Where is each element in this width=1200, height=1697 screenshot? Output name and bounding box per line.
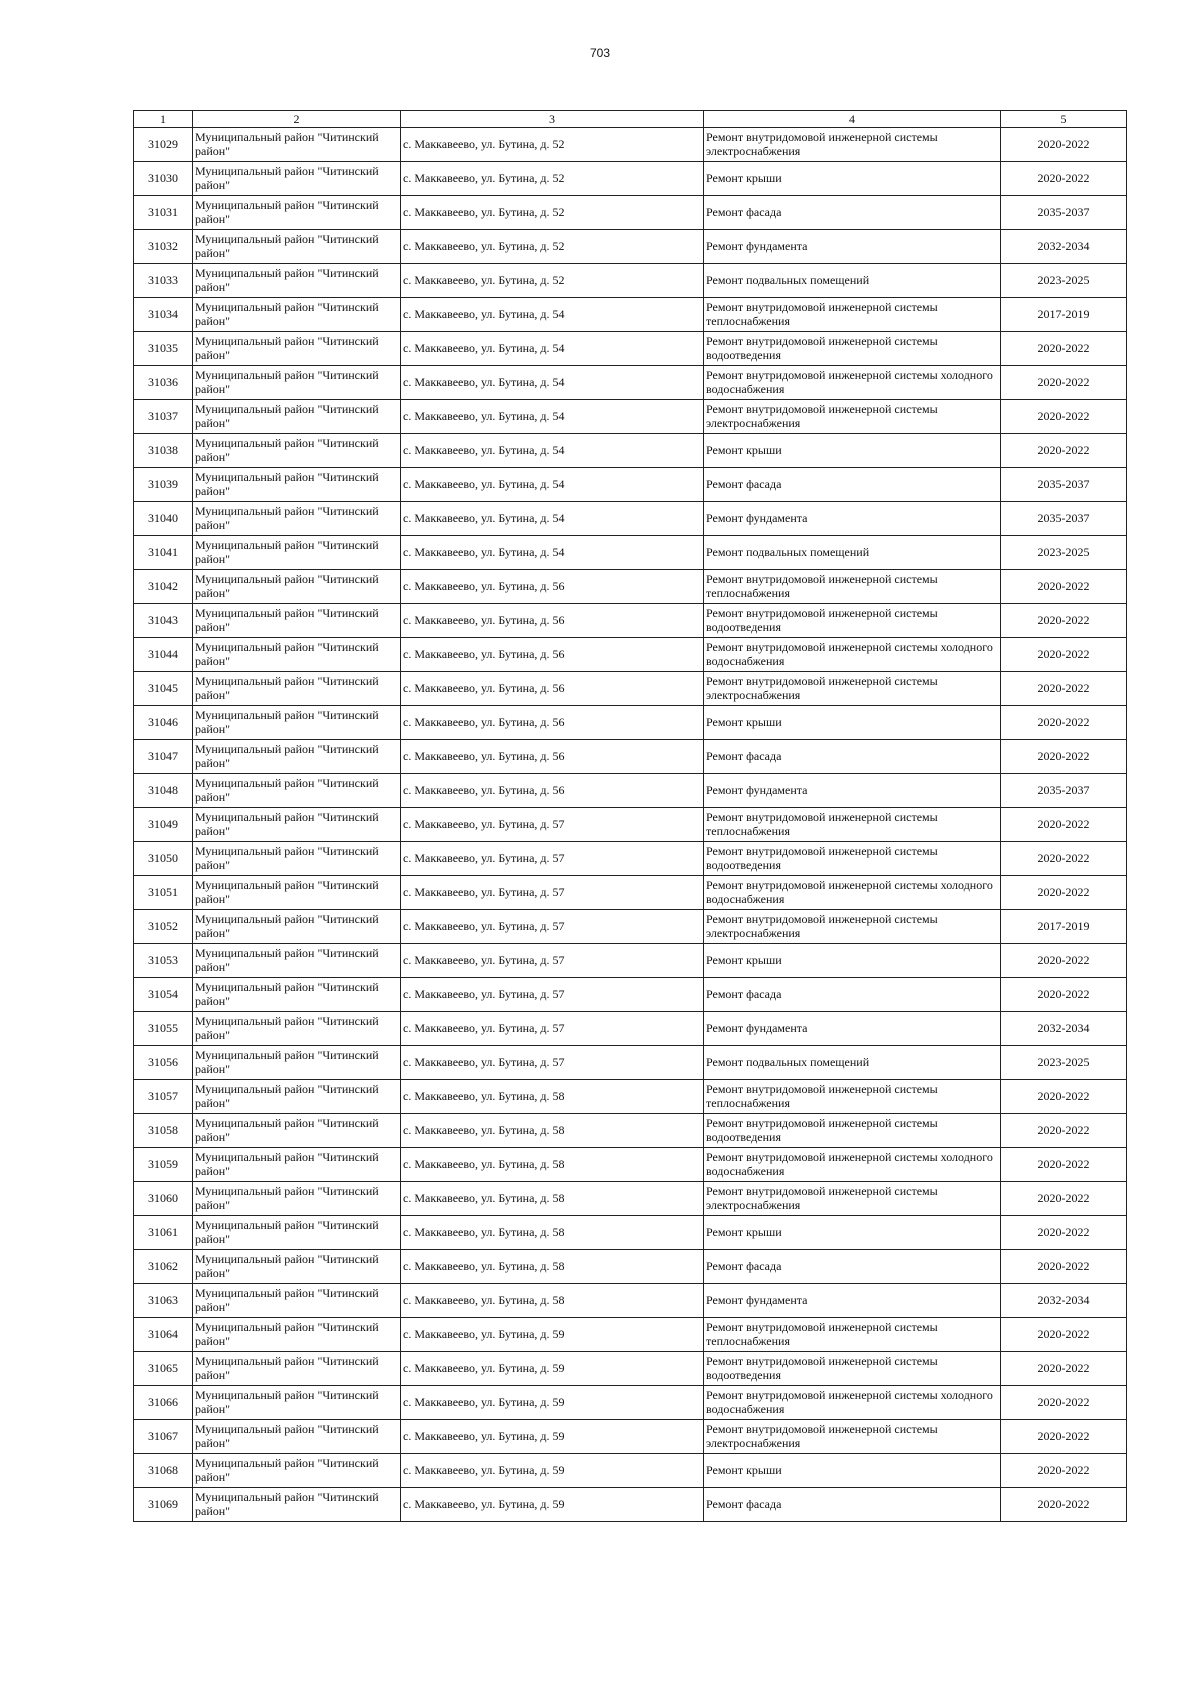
- municipality-cell: Муниципальный район "Читинский район": [193, 366, 401, 400]
- row-number-cell: 31068: [134, 1454, 193, 1488]
- address-cell: с. Маккавеево, ул. Бутина, д. 58: [401, 1284, 704, 1318]
- table-row: [134, 400, 1127, 434]
- table-row: [134, 978, 1127, 1012]
- address-cell: с. Маккавеево, ул. Бутина, д. 57: [401, 1046, 704, 1080]
- address-cell: с. Маккавеево, ул. Бутина, д. 59: [401, 1454, 704, 1488]
- period-cell: 2017-2019: [1001, 910, 1127, 944]
- period-cell: 2020-2022: [1001, 876, 1127, 910]
- period-cell: 2035-2037: [1001, 196, 1127, 230]
- period-cell: 2020-2022: [1001, 706, 1127, 740]
- period-cell: 2020-2022: [1001, 1488, 1127, 1522]
- work-type-cell: Ремонт крыши: [704, 944, 1001, 978]
- municipality-cell: Муниципальный район "Читинский район": [193, 1420, 401, 1454]
- municipality-cell: Муниципальный район "Читинский район": [193, 1080, 401, 1114]
- work-type-cell: Ремонт внутридомовой инженерной системы холодного водоснабжения: [704, 876, 1001, 910]
- table-row: [134, 536, 1127, 570]
- address-cell: с. Маккавеево, ул. Бутина, д. 56: [401, 740, 704, 774]
- table-row: [134, 1386, 1127, 1420]
- municipality-cell: Муниципальный район "Читинский район": [193, 536, 401, 570]
- work-type-cell: Ремонт крыши: [704, 1454, 1001, 1488]
- work-type-cell: Ремонт внутридомовой инженерной системы электроснабжения: [704, 400, 1001, 434]
- period-cell: 2020-2022: [1001, 434, 1127, 468]
- work-type-cell: Ремонт крыши: [704, 706, 1001, 740]
- row-number-cell: 31055: [134, 1012, 193, 1046]
- table-row: [134, 366, 1127, 400]
- municipality-cell: Муниципальный район "Читинский район": [193, 808, 401, 842]
- row-number-cell: 31060: [134, 1182, 193, 1216]
- page-number: 703: [589, 46, 611, 60]
- address-cell: с. Маккавеево, ул. Бутина, д. 54: [401, 502, 704, 536]
- table-row: [134, 1454, 1127, 1488]
- row-number-cell: 31047: [134, 740, 193, 774]
- address-cell: с. Маккавеево, ул. Бутина, д. 57: [401, 1012, 704, 1046]
- period-cell: 2032-2034: [1001, 1284, 1127, 1318]
- municipality-cell: Муниципальный район "Читинский район": [193, 910, 401, 944]
- period-cell: 2020-2022: [1001, 162, 1127, 196]
- municipality-cell: Муниципальный район "Читинский район": [193, 434, 401, 468]
- address-cell: с. Маккавеево, ул. Бутина, д. 54: [401, 536, 704, 570]
- municipality-cell: Муниципальный район "Читинский район": [193, 1182, 401, 1216]
- row-number-cell: 31045: [134, 672, 193, 706]
- work-type-cell: Ремонт фундамента: [704, 502, 1001, 536]
- municipality-cell: Муниципальный район "Читинский район": [193, 570, 401, 604]
- address-cell: с. Маккавеево, ул. Бутина, д. 59: [401, 1352, 704, 1386]
- municipality-cell: Муниципальный район "Читинский район": [193, 1012, 401, 1046]
- municipality-cell: Муниципальный район "Читинский район": [193, 1046, 401, 1080]
- period-cell: 2020-2022: [1001, 808, 1127, 842]
- table-row: [134, 1114, 1127, 1148]
- table-row: [134, 1080, 1127, 1114]
- municipality-cell: Муниципальный район "Читинский район": [193, 298, 401, 332]
- address-cell: с. Маккавеево, ул. Бутина, д. 56: [401, 638, 704, 672]
- row-number-cell: 31066: [134, 1386, 193, 1420]
- table-row: [134, 468, 1127, 502]
- work-type-cell: Ремонт подвальных помещений: [704, 536, 1001, 570]
- municipality-cell: Муниципальный район "Читинский район": [193, 1114, 401, 1148]
- work-type-cell: Ремонт фундамента: [704, 230, 1001, 264]
- row-number-cell: 31062: [134, 1250, 193, 1284]
- work-type-cell: Ремонт фасада: [704, 1488, 1001, 1522]
- period-cell: 2020-2022: [1001, 1080, 1127, 1114]
- address-cell: с. Маккавеево, ул. Бутина, д. 52: [401, 230, 704, 264]
- row-number-cell: 31036: [134, 366, 193, 400]
- row-number-cell: 31051: [134, 876, 193, 910]
- municipality-cell: Муниципальный район "Читинский район": [193, 604, 401, 638]
- address-cell: с. Маккавеево, ул. Бутина, д. 58: [401, 1182, 704, 1216]
- period-cell: 2020-2022: [1001, 1454, 1127, 1488]
- table-row: [134, 1352, 1127, 1386]
- municipality-cell: Муниципальный район "Читинский район": [193, 468, 401, 502]
- row-number-cell: 31031: [134, 196, 193, 230]
- column-header: 3: [401, 111, 704, 128]
- municipality-cell: Муниципальный район "Читинский район": [193, 672, 401, 706]
- period-cell: 2020-2022: [1001, 638, 1127, 672]
- table-row: [134, 604, 1127, 638]
- table-row: [134, 502, 1127, 536]
- period-cell: 2035-2037: [1001, 468, 1127, 502]
- period-cell: 2020-2022: [1001, 1318, 1127, 1352]
- table-row: [134, 332, 1127, 366]
- address-cell: с. Маккавеево, ул. Бутина, д. 58: [401, 1148, 704, 1182]
- table-row: [134, 638, 1127, 672]
- period-cell: 2020-2022: [1001, 400, 1127, 434]
- table-row: [134, 944, 1127, 978]
- period-cell: 2020-2022: [1001, 1148, 1127, 1182]
- municipality-cell: Муниципальный район "Читинский район": [193, 876, 401, 910]
- column-header: 4: [704, 111, 1001, 128]
- table-row: [134, 1148, 1127, 1182]
- row-number-cell: 31048: [134, 774, 193, 808]
- table-row: [134, 1182, 1127, 1216]
- row-number-cell: 31029: [134, 128, 193, 162]
- table-row: [134, 196, 1127, 230]
- work-type-cell: Ремонт внутридомовой инженерной системы теплоснабжения: [704, 808, 1001, 842]
- row-number-cell: 31038: [134, 434, 193, 468]
- table-row: [134, 672, 1127, 706]
- period-cell: 2020-2022: [1001, 128, 1127, 162]
- period-cell: 2035-2037: [1001, 774, 1127, 808]
- row-number-cell: 31059: [134, 1148, 193, 1182]
- address-cell: с. Маккавеево, ул. Бутина, д. 59: [401, 1386, 704, 1420]
- period-cell: 2020-2022: [1001, 1114, 1127, 1148]
- municipality-cell: Муниципальный район "Читинский район": [193, 264, 401, 298]
- table-row: [134, 1420, 1127, 1454]
- table-row: [134, 128, 1127, 162]
- table-row: [134, 740, 1127, 774]
- table-row: [134, 842, 1127, 876]
- work-type-cell: Ремонт внутридомовой инженерной системы водоотведения: [704, 332, 1001, 366]
- table-row: [134, 298, 1127, 332]
- municipality-cell: Муниципальный район "Читинский район": [193, 400, 401, 434]
- municipality-cell: Муниципальный район "Читинский район": [193, 1216, 401, 1250]
- period-cell: 2020-2022: [1001, 604, 1127, 638]
- row-number-cell: 31044: [134, 638, 193, 672]
- table-row: [134, 570, 1127, 604]
- table-row: [134, 1318, 1127, 1352]
- table-row: [134, 1012, 1127, 1046]
- table-row: [134, 434, 1127, 468]
- table-row: [134, 1284, 1127, 1318]
- work-type-cell: Ремонт внутридомовой инженерной системы водоотведения: [704, 842, 1001, 876]
- period-cell: 2020-2022: [1001, 740, 1127, 774]
- address-cell: с. Маккавеево, ул. Бутина, д. 56: [401, 604, 704, 638]
- table-row: [134, 910, 1127, 944]
- work-type-cell: Ремонт внутридомовой инженерной системы водоотведения: [704, 1352, 1001, 1386]
- period-cell: 2032-2034: [1001, 1012, 1127, 1046]
- row-number-cell: 31032: [134, 230, 193, 264]
- address-cell: с. Маккавеево, ул. Бутина, д. 54: [401, 434, 704, 468]
- address-cell: с. Маккавеево, ул. Бутина, д. 59: [401, 1318, 704, 1352]
- work-type-cell: Ремонт внутридомовой инженерной системы электроснабжения: [704, 672, 1001, 706]
- row-number-cell: 31058: [134, 1114, 193, 1148]
- period-cell: 2020-2022: [1001, 1250, 1127, 1284]
- work-type-cell: Ремонт фундамента: [704, 774, 1001, 808]
- row-number-cell: 31064: [134, 1318, 193, 1352]
- municipality-cell: Муниципальный район "Читинский район": [193, 196, 401, 230]
- address-cell: с. Маккавеево, ул. Бутина, д. 54: [401, 366, 704, 400]
- table-row: [134, 230, 1127, 264]
- municipality-cell: Муниципальный район "Читинский район": [193, 740, 401, 774]
- row-number-cell: 31034: [134, 298, 193, 332]
- address-cell: с. Маккавеево, ул. Бутина, д. 52: [401, 196, 704, 230]
- municipality-cell: Муниципальный район "Читинский район": [193, 1148, 401, 1182]
- work-type-cell: Ремонт внутридомовой инженерной системы водоотведения: [704, 1114, 1001, 1148]
- municipality-cell: Муниципальный район "Читинский район": [193, 332, 401, 366]
- period-cell: 2020-2022: [1001, 1352, 1127, 1386]
- row-number-cell: 31037: [134, 400, 193, 434]
- address-cell: с. Маккавеево, ул. Бутина, д. 54: [401, 298, 704, 332]
- period-cell: 2017-2019: [1001, 298, 1127, 332]
- work-type-cell: Ремонт внутридомовой инженерной системы электроснабжения: [704, 1182, 1001, 1216]
- address-cell: с. Маккавеево, ул. Бутина, д. 52: [401, 128, 704, 162]
- row-number-cell: 31046: [134, 706, 193, 740]
- column-header: 2: [193, 111, 401, 128]
- work-type-cell: Ремонт внутридомовой инженерной системы холодного водоснабжения: [704, 1386, 1001, 1420]
- municipality-cell: Муниципальный район "Читинский район": [193, 944, 401, 978]
- row-number-cell: 31039: [134, 468, 193, 502]
- table-body: [134, 128, 1127, 1522]
- municipality-cell: Муниципальный район "Читинский район": [193, 1352, 401, 1386]
- period-cell: 2020-2022: [1001, 1182, 1127, 1216]
- period-cell: 2023-2025: [1001, 264, 1127, 298]
- work-type-cell: Ремонт внутридомовой инженерной системы электроснабжения: [704, 910, 1001, 944]
- period-cell: 2023-2025: [1001, 1046, 1127, 1080]
- work-type-cell: Ремонт внутридомовой инженерной системы теплоснабжения: [704, 1318, 1001, 1352]
- work-type-cell: Ремонт внутридомовой инженерной системы холодного водоснабжения: [704, 1148, 1001, 1182]
- row-number-cell: 31043: [134, 604, 193, 638]
- work-type-cell: Ремонт подвальных помещений: [704, 264, 1001, 298]
- work-type-cell: Ремонт фундамента: [704, 1012, 1001, 1046]
- address-cell: с. Маккавеево, ул. Бутина, д. 57: [401, 876, 704, 910]
- address-cell: с. Маккавеево, ул. Бутина, д. 56: [401, 672, 704, 706]
- municipality-cell: Муниципальный район "Читинский район": [193, 1250, 401, 1284]
- period-cell: 2020-2022: [1001, 366, 1127, 400]
- table-row: [134, 264, 1127, 298]
- address-cell: с. Маккавеево, ул. Бутина, д. 57: [401, 842, 704, 876]
- municipality-cell: Муниципальный район "Читинский район": [193, 162, 401, 196]
- work-type-cell: Ремонт фасада: [704, 1250, 1001, 1284]
- row-number-cell: 31053: [134, 944, 193, 978]
- period-cell: 2020-2022: [1001, 672, 1127, 706]
- work-type-cell: Ремонт внутридомовой инженерной системы электроснабжения: [704, 128, 1001, 162]
- table-row: [134, 774, 1127, 808]
- work-type-cell: Ремонт фундамента: [704, 1284, 1001, 1318]
- work-type-cell: Ремонт крыши: [704, 1216, 1001, 1250]
- row-number-cell: 31033: [134, 264, 193, 298]
- work-type-cell: Ремонт внутридомовой инженерной системы теплоснабжения: [704, 570, 1001, 604]
- row-number-cell: 31063: [134, 1284, 193, 1318]
- period-cell: 2020-2022: [1001, 1420, 1127, 1454]
- address-cell: с. Маккавеево, ул. Бутина, д. 56: [401, 706, 704, 740]
- work-type-cell: Ремонт фасада: [704, 978, 1001, 1012]
- municipality-cell: Муниципальный район "Читинский район": [193, 842, 401, 876]
- address-cell: с. Маккавеево, ул. Бутина, д. 52: [401, 162, 704, 196]
- table-header-row: [134, 111, 1127, 128]
- row-number-cell: 31052: [134, 910, 193, 944]
- work-type-cell: Ремонт фасада: [704, 196, 1001, 230]
- row-number-cell: 31069: [134, 1488, 193, 1522]
- municipality-cell: Муниципальный район "Читинский район": [193, 128, 401, 162]
- work-type-cell: Ремонт внутридомовой инженерной системы холодного водоснабжения: [704, 366, 1001, 400]
- work-type-cell: Ремонт крыши: [704, 434, 1001, 468]
- municipality-cell: Муниципальный район "Читинский район": [193, 774, 401, 808]
- address-cell: с. Маккавеево, ул. Бутина, д. 54: [401, 400, 704, 434]
- period-cell: 2020-2022: [1001, 1216, 1127, 1250]
- work-type-cell: Ремонт внутридомовой инженерной системы холодного водоснабжения: [704, 638, 1001, 672]
- column-header: 5: [1001, 111, 1127, 128]
- municipality-cell: Муниципальный район "Читинский район": [193, 230, 401, 264]
- address-cell: с. Маккавеево, ул. Бутина, д. 59: [401, 1420, 704, 1454]
- table-row: [134, 1250, 1127, 1284]
- period-cell: 2020-2022: [1001, 570, 1127, 604]
- period-cell: 2020-2022: [1001, 332, 1127, 366]
- column-header: 1: [134, 111, 193, 128]
- municipality-cell: Муниципальный район "Читинский район": [193, 1318, 401, 1352]
- address-cell: с. Маккавеево, ул. Бутина, д. 57: [401, 808, 704, 842]
- work-type-cell: Ремонт крыши: [704, 162, 1001, 196]
- work-type-cell: Ремонт подвальных помещений: [704, 1046, 1001, 1080]
- row-number-cell: 31050: [134, 842, 193, 876]
- address-cell: с. Маккавеево, ул. Бутина, д. 54: [401, 468, 704, 502]
- municipality-cell: Муниципальный район "Читинский район": [193, 638, 401, 672]
- municipality-cell: Муниципальный район "Читинский район": [193, 1454, 401, 1488]
- row-number-cell: 31049: [134, 808, 193, 842]
- row-number-cell: 31040: [134, 502, 193, 536]
- address-cell: с. Маккавеево, ул. Бутина, д. 52: [401, 264, 704, 298]
- work-type-cell: Ремонт внутридомовой инженерной системы теплоснабжения: [704, 1080, 1001, 1114]
- table-row: [134, 808, 1127, 842]
- address-cell: с. Маккавеево, ул. Бутина, д. 57: [401, 944, 704, 978]
- row-number-cell: 31030: [134, 162, 193, 196]
- address-cell: с. Маккавеево, ул. Бутина, д. 58: [401, 1216, 704, 1250]
- work-type-cell: Ремонт фасада: [704, 468, 1001, 502]
- row-number-cell: 31067: [134, 1420, 193, 1454]
- municipality-cell: Муниципальный район "Читинский район": [193, 502, 401, 536]
- period-cell: 2023-2025: [1001, 536, 1127, 570]
- table-row: [134, 876, 1127, 910]
- address-cell: с. Маккавеево, ул. Бутина, д. 56: [401, 570, 704, 604]
- address-cell: с. Маккавеево, ул. Бутина, д. 57: [401, 978, 704, 1012]
- address-cell: с. Маккавеево, ул. Бутина, д. 57: [401, 910, 704, 944]
- row-number-cell: 31065: [134, 1352, 193, 1386]
- address-cell: с. Маккавеево, ул. Бутина, д. 58: [401, 1114, 704, 1148]
- table-row: [134, 1046, 1127, 1080]
- repair-schedule-table: [133, 110, 1127, 1522]
- address-cell: с. Маккавеево, ул. Бутина, д. 54: [401, 332, 704, 366]
- municipality-cell: Муниципальный район "Читинский район": [193, 978, 401, 1012]
- table-row: [134, 706, 1127, 740]
- row-number-cell: 31054: [134, 978, 193, 1012]
- work-type-cell: Ремонт внутридомовой инженерной системы электроснабжения: [704, 1420, 1001, 1454]
- work-type-cell: Ремонт внутридомовой инженерной системы водоотведения: [704, 604, 1001, 638]
- municipality-cell: Муниципальный район "Читинский район": [193, 1386, 401, 1420]
- work-type-cell: Ремонт внутридомовой инженерной системы теплоснабжения: [704, 298, 1001, 332]
- address-cell: с. Маккавеево, ул. Бутина, д. 59: [401, 1488, 704, 1522]
- table-row: [134, 1216, 1127, 1250]
- address-cell: с. Маккавеево, ул. Бутина, д. 56: [401, 774, 704, 808]
- municipality-cell: Муниципальный район "Читинский район": [193, 1488, 401, 1522]
- work-type-cell: Ремонт фасада: [704, 740, 1001, 774]
- row-number-cell: 31061: [134, 1216, 193, 1250]
- row-number-cell: 31057: [134, 1080, 193, 1114]
- municipality-cell: Муниципальный район "Читинский район": [193, 706, 401, 740]
- row-number-cell: 31041: [134, 536, 193, 570]
- period-cell: 2035-2037: [1001, 502, 1127, 536]
- address-cell: с. Маккавеево, ул. Бутина, д. 58: [401, 1250, 704, 1284]
- row-number-cell: 31056: [134, 1046, 193, 1080]
- table-row: [134, 1488, 1127, 1522]
- row-number-cell: 31042: [134, 570, 193, 604]
- row-number-cell: 31035: [134, 332, 193, 366]
- period-cell: 2020-2022: [1001, 978, 1127, 1012]
- address-cell: с. Маккавеево, ул. Бутина, д. 58: [401, 1080, 704, 1114]
- period-cell: 2020-2022: [1001, 842, 1127, 876]
- period-cell: 2032-2034: [1001, 230, 1127, 264]
- table-row: [134, 162, 1127, 196]
- period-cell: 2020-2022: [1001, 944, 1127, 978]
- municipality-cell: Муниципальный район "Читинский район": [193, 1284, 401, 1318]
- period-cell: 2020-2022: [1001, 1386, 1127, 1420]
